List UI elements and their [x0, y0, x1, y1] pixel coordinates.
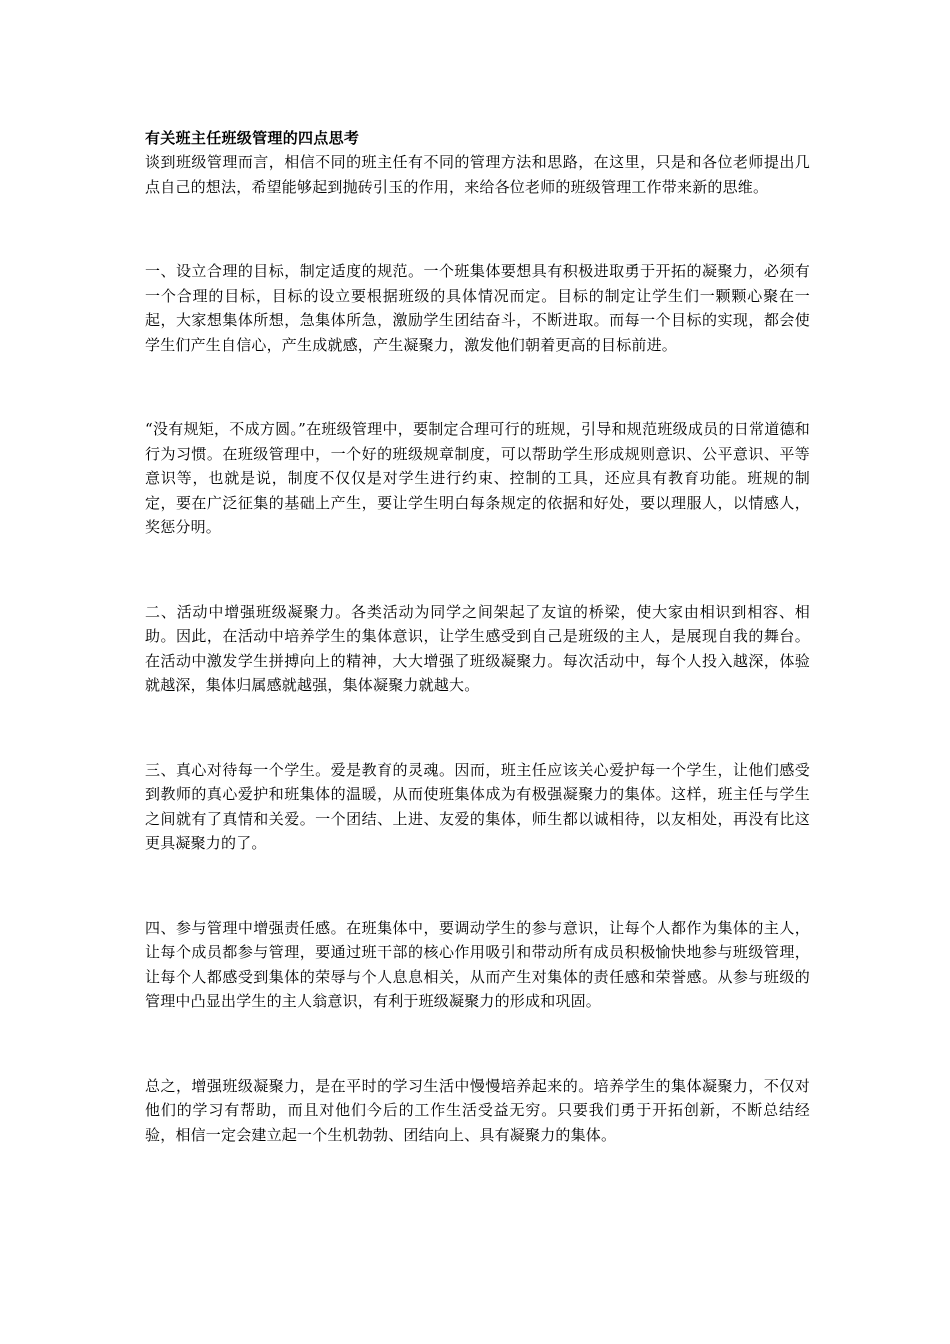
paragraph-activities: 二、活动中增强班级凝聚力。各类活动为同学之间架起了友谊的桥梁，使大家由相识到相容、相助。因此，在活动中培养学生的集体意识，让学生感受到自己是班级的主人，是展现自我的舞台。在活动中激发学生拼搏向上的精神，大大增强了班级凝聚力。每次活动中，每个人投入越深，体验就越深，集体归属感就越强，集体凝聚力就越大。	[145, 602, 810, 694]
paragraph-rules: “没有规矩，不成方圆。”在班级管理中，要制定合理可行的班规，引导和规范班级成员的日常道德和行为习惯。在班级管理中，一个好的班级规章制度，可以帮助学生形成规则意识、公平意识、平等意识等，也就是说，制度不仅仅是对学生进行约束、控制的工具，还应具有教育功能。班规的制定，要在广泛征集的基础上产生，要让学生明白每条规定的依据和好处，要以理服人，以情感人，奖惩分明。	[145, 420, 810, 536]
paragraph-participation: 四、参与管理中增强责任感。在班集体中，要调动学生的参与意识，让每个人都作为集体的主人，让每个成员都参与管理，要通过班干部的核心作用吸引和带动所有成员积极愉快地参与班级管理，让每个人都感受到集体的荣辱与个人息息相关，从而产生对集体的责任感和荣誉感。从参与班级的管理中凸显出学生的主人翁意识，有利于班级凝聚力的形成和巩固。	[145, 918, 810, 1010]
intro-paragraph: 谈到班级管理而言，相信不同的班主任有不同的管理方法和思路，在这里，只是和各位老师提出几点自己的想法，希望能够起到抛砖引玉的作用，来给各位老师的班级管理工作带来新的思维。	[145, 153, 810, 196]
paragraph-care: 三、真心对待每一个学生。爱是教育的灵魂。因而，班主任应该关心爱护每一个学生，让他们感受到教师的真心爱护和班集体的温暖，从而使班集体成为有极强凝聚力的集体。这样，班主任与学生之间就有了真情和关爱。一个团结、上进、友爱的集体，师生都以诚相待，以友相处，再没有比这更具凝聚力的了。	[145, 760, 810, 852]
paragraph-goals: 一、设立合理的目标，制定适度的规范。一个班集体要想具有积极进取勇于开拓的凝聚力，必须有一个合理的目标，目标的设立要根据班级的具体情况而定。目标的制定让学生们一颗颗心聚在一起，大家想集体所想，急集体所急，激励学生团结奋斗，不断进取。而每一个目标的实现，都会使学生们产生自信心，产生成就感，产生凝聚力，激发他们朝着更高的目标前进。	[145, 262, 810, 354]
document-title: 有关班主任班级管理的四点思考	[145, 129, 360, 147]
document-body	[145, 126, 810, 1147]
paragraph-conclusion: 总之，增强班级凝聚力，是在平时的学习生活中慢慢培养起来的。培养学生的集体凝聚力，不仅对他们的学习有帮助，而且对他们今后的工作生活受益无穷。只要我们勇于开拓创新，不断总结经验，相信一定会建立起一个生机勃勃、团结向上、具有凝聚力的集体。	[145, 1076, 810, 1144]
